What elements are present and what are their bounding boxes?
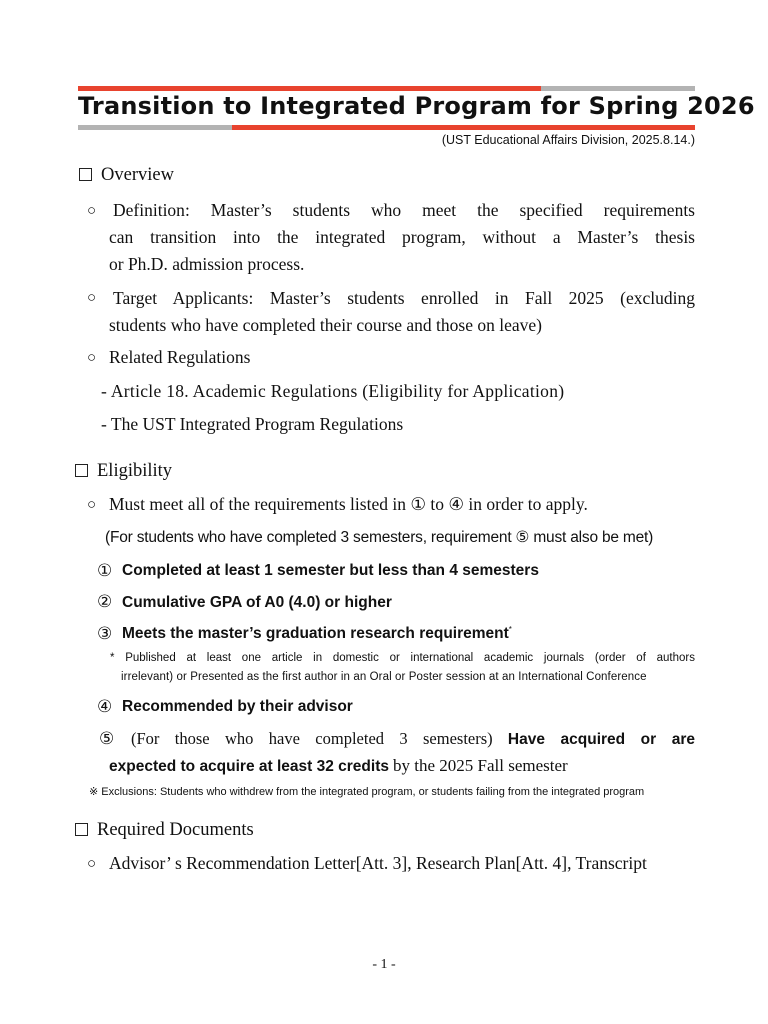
- header-bottom-grey-bar: [78, 125, 232, 130]
- regulation-item-2: - The UST Integrated Program Regulations: [101, 414, 404, 434]
- eligibility-heading-text: Eligibility: [97, 461, 173, 481]
- req3-text: [122, 625, 512, 643]
- documents-heading: [75, 820, 254, 841]
- page-title: Transition to Integrated Program for Spring 2026: [78, 92, 755, 120]
- definition-line1: [113, 200, 695, 221]
- header-top-red-bar: [78, 86, 541, 91]
- page-number: - 1 -: [372, 957, 396, 972]
- req5-bold-1: Have acquired or are: [507, 731, 695, 748]
- definition-line3: or Ph.D. admission process.: [109, 254, 305, 274]
- page-subtitle: (UST Educational Affairs Division, 2025.8.14.): [441, 133, 695, 147]
- req5-line1: [131, 729, 695, 749]
- req5-suffix: by the 2025 Fall semester: [392, 756, 568, 775]
- req5-bold-2: expected to acquire at least 32 credits: [109, 758, 389, 775]
- target-line1: [113, 288, 695, 309]
- req4-number: ④: [97, 697, 113, 716]
- req3-note-line2: irrelevant) or Presented as the first author in an Oral or Poster session at an International Conference: [121, 671, 647, 683]
- req3-footnote-mark: *: [508, 625, 512, 634]
- regulations-label: Related Regulations: [109, 347, 251, 367]
- header-bottom-red-bar: [232, 125, 695, 130]
- eligibility-intro: Must meet all of the requirements listed in ① to ④ in order to apply.: [109, 494, 588, 514]
- target-label: Target Applicants: [113, 288, 249, 308]
- checkbox-icon: [75, 464, 88, 477]
- overview-heading: [79, 165, 174, 186]
- req2-text: Cumulative GPA of A0 (4.0) or higher: [122, 594, 392, 611]
- bullet-circle-icon: ○: [87, 856, 97, 872]
- req3-note-line1: * Published at least one article in domestic or international academic journals (order of authors: [110, 652, 695, 664]
- req3-label: Meets the master’s graduation research requirement: [122, 625, 509, 643]
- req5-prefix: (For those who have completed 3 semesters): [131, 729, 493, 748]
- req1-text: Completed at least 1 semester but less than 4 semesters: [122, 562, 539, 579]
- bullet-circle-icon: ○: [87, 203, 97, 219]
- bullet-circle-icon: ○: [87, 350, 97, 366]
- req3-number: ③: [97, 624, 113, 643]
- documents-heading-text: Required Documents: [97, 820, 254, 840]
- definition-line2: can transition into the integrated program, without a Master’s thesis: [109, 227, 695, 247]
- checkbox-icon: [79, 168, 92, 181]
- definition-text-1: : Master’s students who meet the specified requirements: [184, 200, 695, 220]
- overview-heading-text: Overview: [101, 165, 174, 185]
- target-text-1: : Master’s students enrolled in Fall 2025 (excluding: [248, 288, 695, 308]
- req5-line2: [109, 756, 568, 776]
- exclusion-note: ※ Exclusions: Students who withdrew from the integrated program, or students failing from the integrated program: [89, 786, 645, 798]
- eligibility-intro-note: (For students who have completed 3 semesters, requirement ⑤ must also be met): [105, 529, 654, 546]
- bullet-circle-icon: ○: [87, 497, 97, 513]
- req5-number: ⑤: [99, 729, 115, 748]
- req1-number: ①: [97, 561, 113, 580]
- checkbox-icon: [75, 823, 88, 836]
- req2-number: ②: [97, 592, 113, 611]
- regulation-item-1: - Article 18. Academic Regulations (Eligibility for Application): [101, 381, 565, 401]
- documents-list: Advisor’ s Recommendation Letter[Att. 3], Research Plan[Att. 4], Transcript: [109, 853, 647, 873]
- req4-text: Recommended by their advisor: [122, 698, 353, 715]
- target-line2: students who have completed their course and those on leave): [109, 315, 542, 335]
- bullet-circle-icon: ○: [87, 290, 97, 306]
- eligibility-heading: [75, 461, 172, 482]
- definition-label: Definition: [113, 200, 185, 220]
- header-top-grey-bar: [541, 86, 695, 91]
